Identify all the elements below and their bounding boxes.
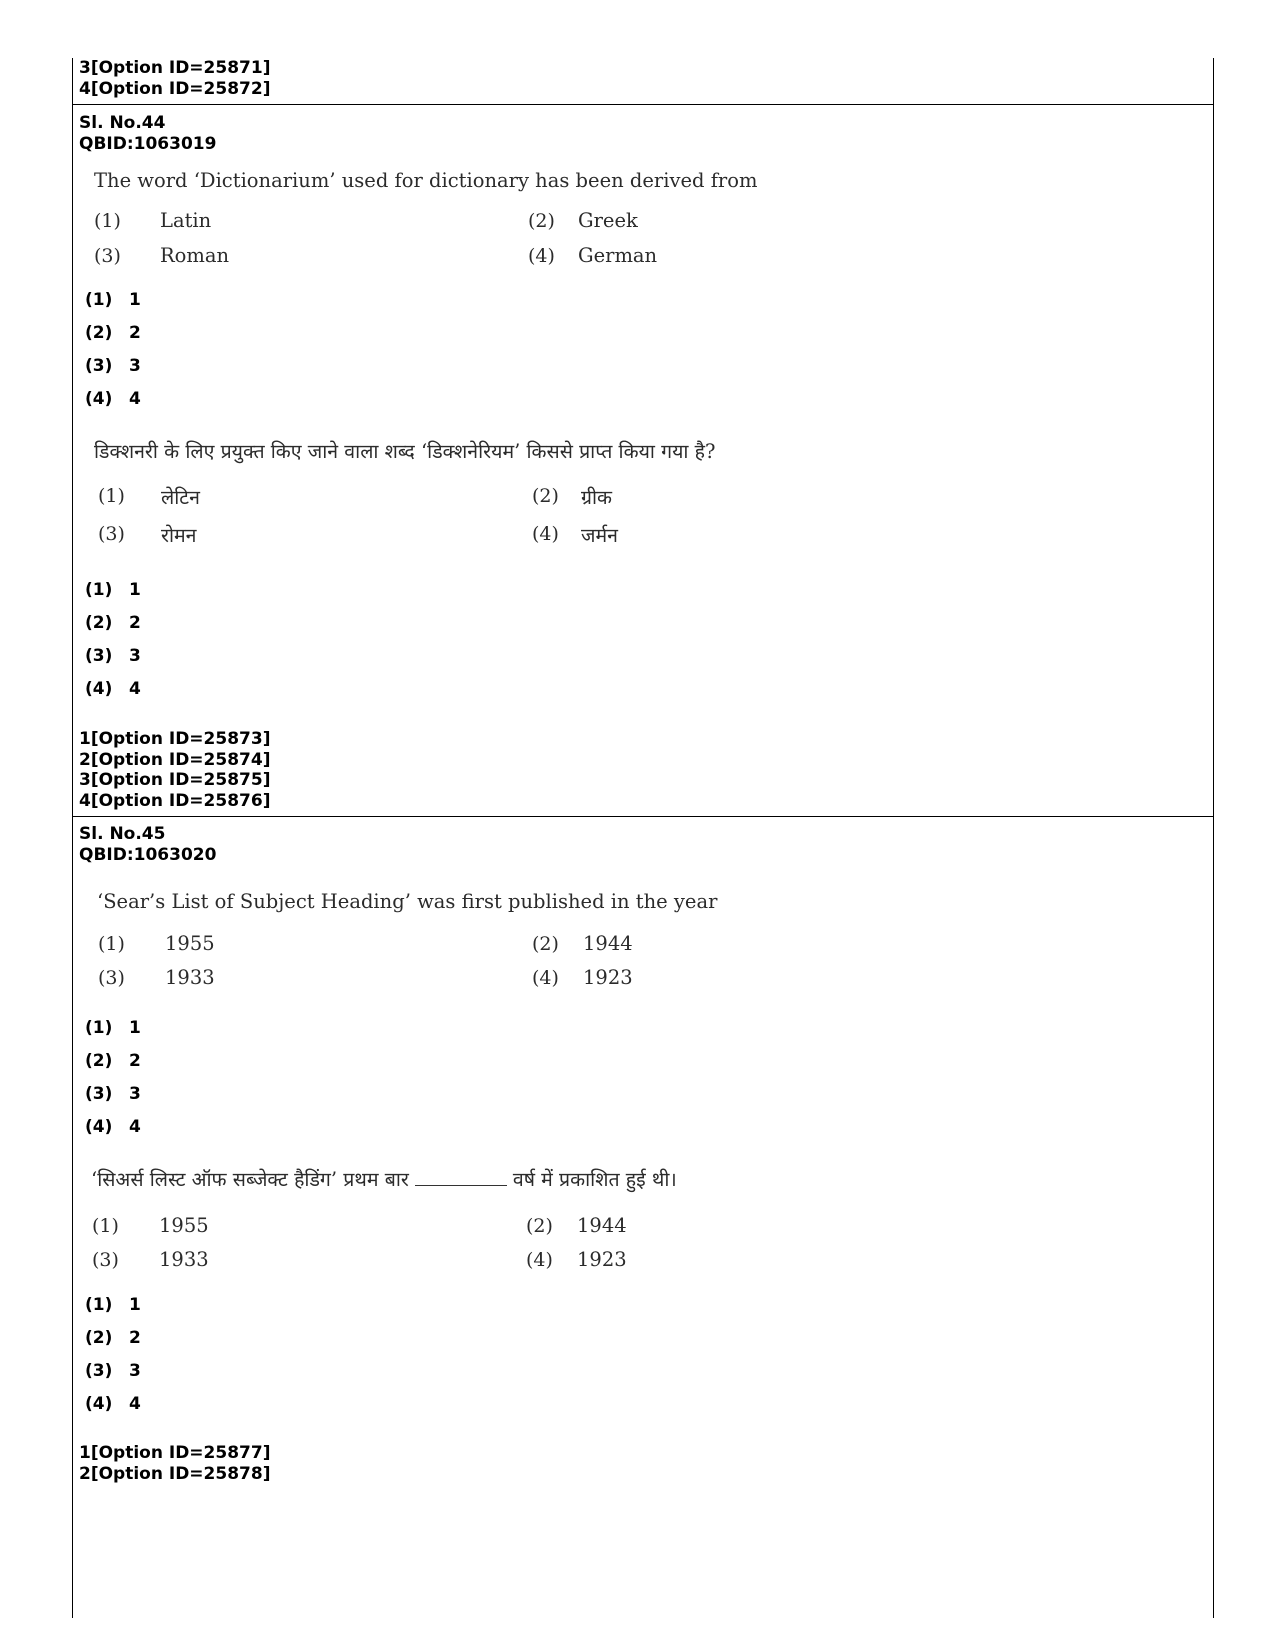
answer-option[interactable]: (1) 1 xyxy=(85,290,141,310)
question-text-hi xyxy=(91,1165,677,1192)
question-text-hi-start: ‘सिअर्स लिस्ट ऑफ सब्जेक्ट हैडिंग’ प्रथम बार xyxy=(91,1168,409,1191)
answer-option[interactable]: (4) 4 xyxy=(85,1117,141,1137)
answer-option[interactable]: (2) 2 xyxy=(85,613,141,633)
choice-text: 1923 xyxy=(577,1248,627,1271)
choice-text: German xyxy=(578,244,658,267)
choice-text: 1933 xyxy=(165,966,215,989)
choice-text: 1955 xyxy=(165,932,215,955)
qbid: QBID:1063020 xyxy=(79,845,217,865)
choice-number: (2) xyxy=(532,933,559,955)
option-id-line: 2[Option ID=25878] xyxy=(79,1464,271,1484)
answer-option[interactable]: (2) 2 xyxy=(85,1328,141,1348)
serial-number: Sl. No.45 xyxy=(79,824,166,844)
question-text-hi: डिक्शनरी के लिए प्रयुक्त किए जाने वाला शब्द ‘डिक्शनेरियम’ किससे प्राप्त किया गया है? xyxy=(94,440,716,463)
answer-option[interactable]: (3) 3 xyxy=(85,1084,141,1104)
choice-text: Roman xyxy=(160,244,230,267)
option-id-line: 1[Option ID=25877] xyxy=(79,1443,271,1463)
question-text-en: ‘Sear’s List of Subject Heading’ was first published in the year xyxy=(97,890,718,913)
choice-number: (4) xyxy=(532,523,559,545)
answer-option[interactable]: (4) 4 xyxy=(85,679,141,699)
serial-number: Sl. No.44 xyxy=(79,113,166,133)
answer-option[interactable]: (1) 1 xyxy=(85,580,141,600)
fill-in-blank xyxy=(415,1184,507,1186)
choice-text: 1955 xyxy=(159,1214,209,1237)
choice-text: ग्रीक xyxy=(581,486,613,509)
question-text-hi-end: वर्ष में प्रकाशित हुई थी। xyxy=(512,1168,677,1191)
answer-option[interactable]: (1) 1 xyxy=(85,1295,141,1315)
answer-option[interactable]: (4) 4 xyxy=(85,1394,141,1414)
option-id-line: 4[Option ID=25876] xyxy=(79,791,271,811)
answer-option[interactable]: (2) 2 xyxy=(85,323,141,343)
question-sheet xyxy=(72,58,1214,1618)
choice-number: (3) xyxy=(94,245,121,267)
choice-text: 1944 xyxy=(583,932,633,955)
option-id-line: 3[Option ID=25871] xyxy=(79,58,271,78)
choice-text: Greek xyxy=(578,209,638,232)
choice-number: (1) xyxy=(92,1215,119,1237)
qbid: QBID:1063019 xyxy=(79,134,217,154)
choice-number: (1) xyxy=(94,210,121,232)
choice-number: (3) xyxy=(98,523,125,545)
question-text-en: The word ‘Dictionarium’ used for dictionary has been derived from xyxy=(94,169,758,192)
choice-number: (4) xyxy=(526,1249,553,1271)
answer-option[interactable]: (3) 3 xyxy=(85,646,141,666)
choice-number: (4) xyxy=(528,245,555,267)
choice-text: Latin xyxy=(160,209,212,232)
answer-option[interactable]: (2) 2 xyxy=(85,1051,141,1071)
option-id-line: 4[Option ID=25872] xyxy=(79,79,271,99)
choice-number: (3) xyxy=(92,1249,119,1271)
option-id-line: 3[Option ID=25875] xyxy=(79,770,271,790)
choice-text: 1923 xyxy=(583,966,633,989)
choice-number: (2) xyxy=(528,210,555,232)
choice-number: (4) xyxy=(532,967,559,989)
choice-number: (3) xyxy=(98,967,125,989)
choice-number: (2) xyxy=(532,485,559,507)
question-divider xyxy=(73,816,1213,817)
choice-number: (1) xyxy=(98,933,125,955)
question-divider xyxy=(73,104,1213,105)
choice-text: रोमन xyxy=(161,524,197,547)
option-id-line: 2[Option ID=25874] xyxy=(79,750,271,770)
answer-option[interactable]: (1) 1 xyxy=(85,1018,141,1038)
answer-option[interactable]: (4) 4 xyxy=(85,389,141,409)
answer-option[interactable]: (3) 3 xyxy=(85,1361,141,1381)
option-id-line: 1[Option ID=25873] xyxy=(79,729,271,749)
choice-number: (2) xyxy=(526,1215,553,1237)
answer-option[interactable]: (3) 3 xyxy=(85,356,141,376)
choice-number: (1) xyxy=(98,485,125,507)
choice-text: लेटिन xyxy=(161,486,200,509)
choice-text: 1933 xyxy=(159,1248,209,1271)
choice-text: जर्मन xyxy=(581,524,618,547)
choice-text: 1944 xyxy=(577,1214,627,1237)
